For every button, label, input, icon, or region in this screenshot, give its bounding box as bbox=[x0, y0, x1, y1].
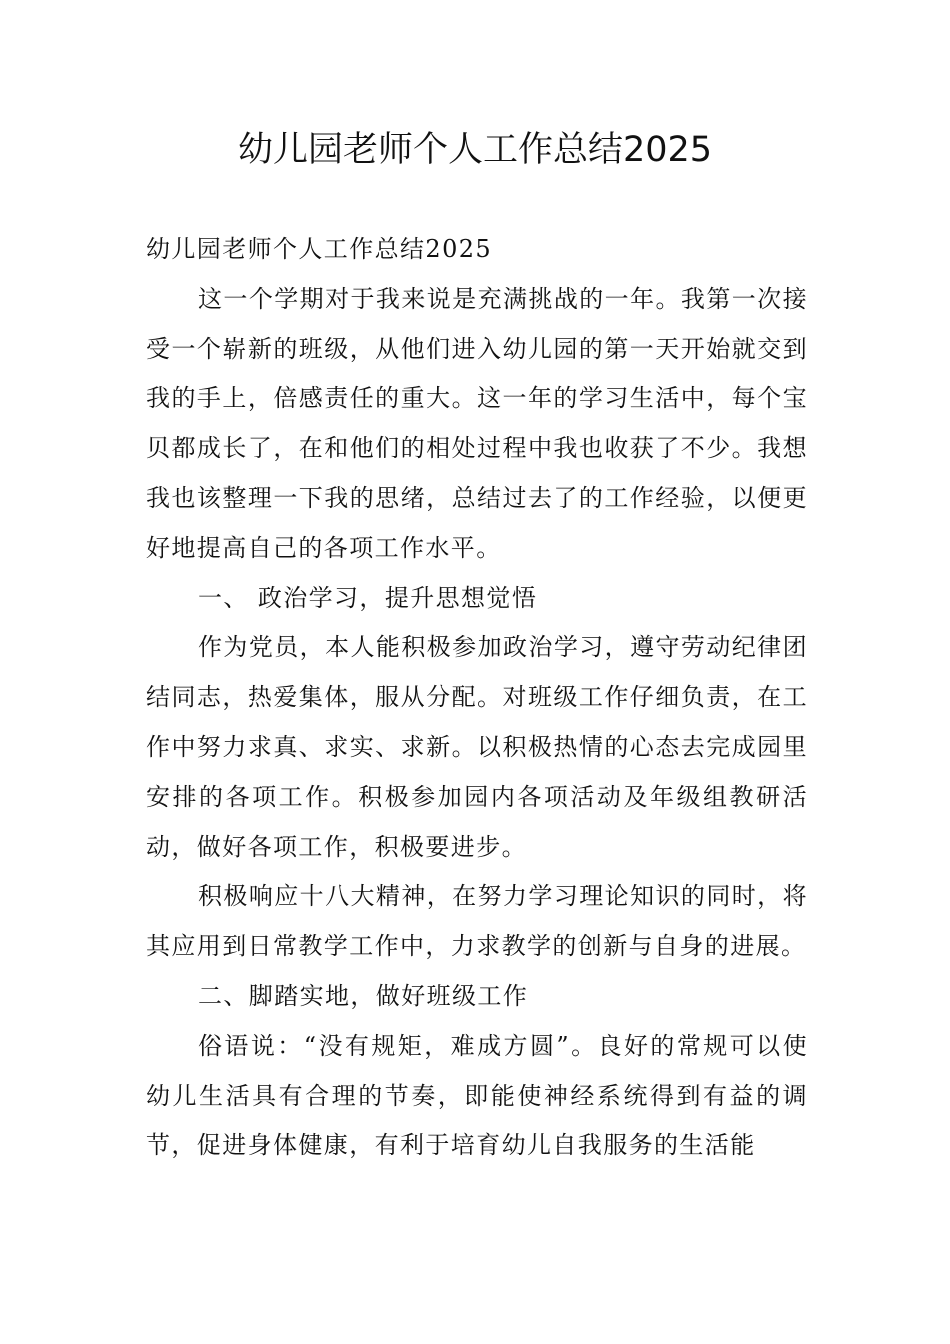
document-subtitle: 幼儿园老师个人工作总结2025 bbox=[146, 235, 493, 263]
document-title: 幼儿园老师个人工作总结2025 bbox=[237, 130, 713, 170]
document-body bbox=[146, 225, 808, 1171]
paragraph-politics: 作为党员，本人能积极参加政治学习，遵守劳动纪律团结同志，热爱集体，服从分配。对班级工作仔细负责，在工作中努力求真、求实、求新。以积极热情的心态去完成园里安排的各项工作。积极参加园内各项活动及年级组教研活动，做好各项工作，积极要进步。 bbox=[146, 633, 808, 861]
section-heading-1: 一、 政治学习，提升思想觉悟 bbox=[198, 583, 538, 612]
paragraph-intro: 这一个学期对于我来说是充满挑战的一年。我第一次接受一个崭新的班级，从他们进入幼儿园的第一天开始就交到我的手上，倍感责任的重大。这一年的学习生活中，每个宝贝都成长了，在和他们的相处过程中我也收获了不少。我想我也该整理一下我的思绪，总结过去了的工作经验，以便更好地提高自己的各项工作水平。 bbox=[146, 284, 808, 562]
paragraph-theory: 积极响应十八大精神，在努力学习理论知识的同时，将其应用到日常教学工作中，力求教学的创新与自身的进展。 bbox=[146, 882, 808, 961]
section-heading-2: 二、脚踏实地，做好班级工作 bbox=[198, 981, 529, 1010]
paragraph-routine: 俗语说：“没有规矩，难成方圆”。良好的常规可以使幼儿生活具有合理的节奏，即能使神经系统得到有益的调节，促进身体健康，有利于培育幼儿自我服务的生活能 bbox=[146, 1031, 808, 1160]
